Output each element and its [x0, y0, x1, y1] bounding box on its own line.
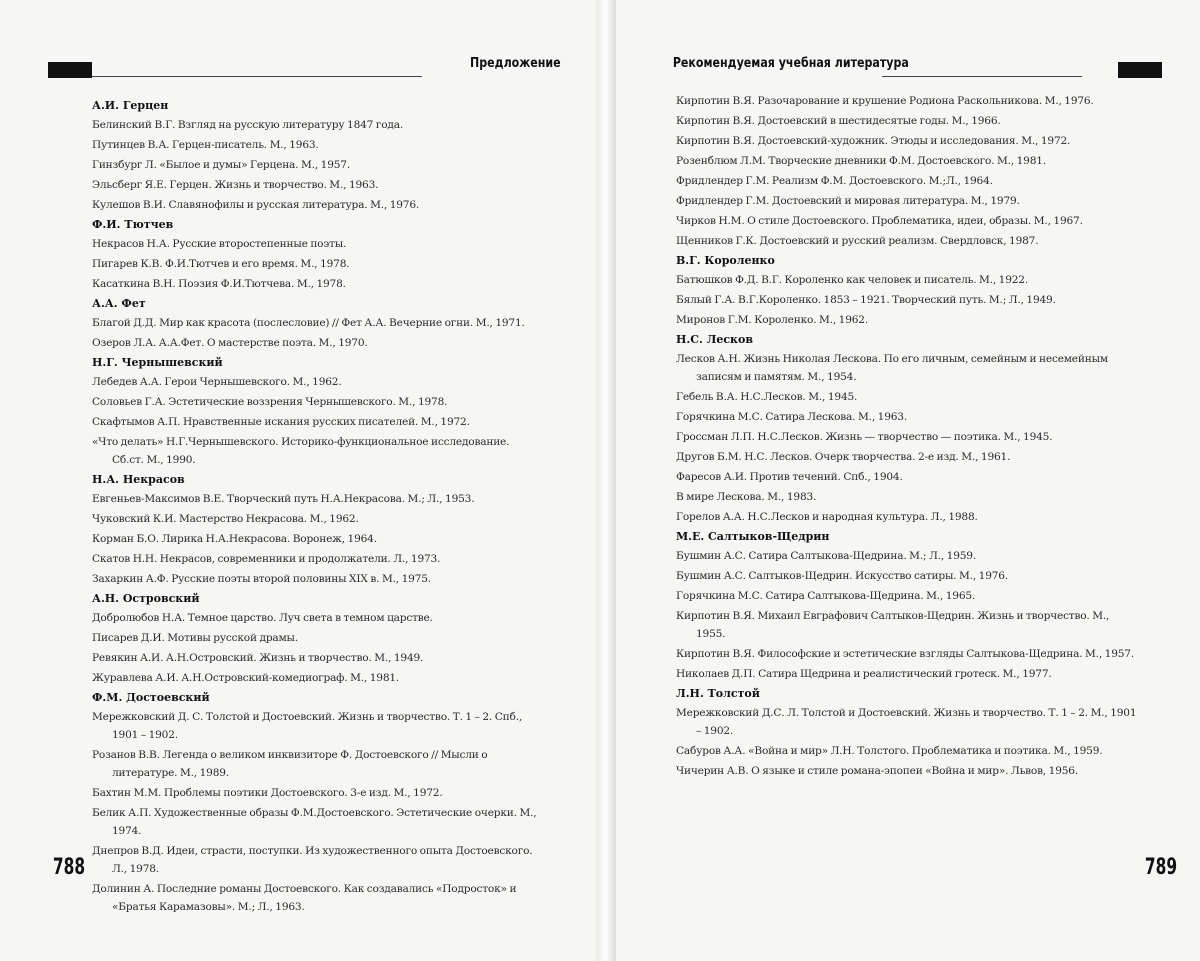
bibliography-entry: В мире Лескова. М., 1983.	[676, 491, 817, 503]
bibliography-entry: Фаресов А.И. Против течений. Спб., 1904.	[676, 471, 903, 483]
bibliography-entry: Захаркин А.Ф. Русские поэты второй половины XIX в. М., 1975.	[92, 573, 431, 585]
bibliography-entry: Николаев Д.П. Сатира Щедрина и реалистический гротеск. М., 1977.	[676, 668, 1052, 680]
author-heading: Ф.И. Тютчев	[92, 218, 174, 231]
bibliography-entry: Касаткина В.Н. Поэзия Ф.И.Тютчева. М., 1978.	[92, 278, 346, 290]
bibliography-entry: Фридлендер Г.М. Реализм Ф.М. Достоевского. М.;Л., 1964.	[676, 175, 993, 187]
bibliography-entry: Пигарев К.В. Ф.И.Тютчев и его время. М., 1978.	[92, 258, 350, 270]
author-heading: Н.А. Некрасов	[92, 473, 185, 486]
bibliography-entry: Горелов А.А. Н.С.Лесков и народная культура. Л., 1988.	[676, 511, 978, 523]
bibliography-entry: Кирпотин В.Я. Достоевский в шестидесятые годы. М., 1966.	[676, 115, 1001, 127]
bibliography-entry: Бялый Г.А. В.Г.Короленко. 1853 – 1921. Творческий путь. М.; Л., 1949.	[676, 294, 1056, 306]
bibliography-entry: Белик А.П. Художественные образы Ф.М.Достоевского. Эстетические очерки. М., 1974.	[92, 807, 537, 837]
author-heading: Н.С. Лесков	[676, 333, 753, 346]
bibliography-entry: Лебедев А.А. Герои Чернышевского. М., 1962.	[92, 376, 342, 388]
bibliography-entry: Мережковский Д.С. Л. Толстой и Достоевский. Жизнь и творчество. Т. 1 – 2. М., 1901 – 1902.	[676, 707, 1137, 737]
bibliography-entry: Розенблюм Л.М. Творческие дневники Ф.М. Достоевского. М., 1981.	[676, 155, 1046, 167]
author-heading: В.Г. Короленко	[676, 254, 775, 267]
bibliography-entry: Чичерин А.В. О языке и стиле романа-эпопеи «Война и мир». Львов, 1956.	[676, 765, 1079, 777]
bibliography-entry: Кирпотин В.Я. Разочарование и крушение Родиона Раскольникова. М., 1976.	[676, 95, 1094, 107]
author-heading: А.Н. Островский	[92, 592, 200, 605]
bibliography-entry: Батюшков Ф.Д. В.Г. Короленко как человек и писатель. М., 1922.	[676, 274, 1029, 286]
bibliography-entry: Кирпотин В.Я. Михаил Евграфович Салтыков-Щедрин. Жизнь и творчество. М., 1955.	[676, 610, 1110, 640]
bibliography-entry: Мережковский Д. С. Толстой и Достоевский. Жизнь и творчество. Т. 1 – 2. Спб., 1901 – 1902.	[92, 711, 523, 741]
header-rule-left	[92, 76, 422, 77]
bibliography-entry: Другов Б.М. Н.С. Лесков. Очерк творчества. 2-е изд. М., 1961.	[676, 451, 1011, 463]
bibliography-entry: Евгеньев-Максимов В.Е. Творческий путь Н.А.Некрасова. М.; Л., 1953.	[92, 493, 475, 505]
bibliography-entry: Горячкина М.С. Сатира Салтыкова-Щедрина. М., 1965.	[676, 590, 976, 602]
bibliography-entry: Скафтымов А.П. Нравственные искания русских писателей. М., 1972.	[92, 416, 470, 428]
bibliography-entry: Кирпотин В.Я. Философские и эстетические взгляды Салтыкова-Щедрина. М., 1957.	[676, 648, 1135, 660]
bibliography-entry: Бушмин А.С. Салтыков-Щедрин. Искусство сатиры. М., 1976.	[676, 570, 1008, 582]
right-page-number: 789	[1144, 855, 1178, 880]
bibliography-entry: Долинин А. Последние романы Достоевского. Как создавались «Подросток» и «Братья Карамазовы». М.; Л., 1963.	[92, 883, 517, 913]
bibliography-entry: Гебель В.А. Н.С.Лесков. М., 1945.	[676, 391, 858, 403]
bibliography-entry: Соловьев Г.А. Эстетические воззрения Чернышевского. М., 1978.	[92, 396, 448, 408]
book-spine	[596, 0, 616, 961]
bibliography-entry: Гроссман Л.П. Н.С.Лесков. Жизнь — творчество — поэтика. М., 1945.	[676, 431, 1053, 443]
bibliography-entry: Благой Д.Д. Мир как красота (послесловие) // Фет А.А. Вечерние огни. М., 1971.	[92, 317, 525, 329]
bibliography-entry: Розанов В.В. Легенда о великом инквизиторе Ф. Достоевского // Мысли о литературе. М., 1989.	[92, 749, 488, 779]
bibliography-entry: Гинзбург Л. «Былое и думы» Герцена. М., 1957.	[92, 159, 350, 171]
author-heading: Н.Г. Чернышевский	[92, 356, 223, 369]
right-bibliography-list	[676, 92, 1138, 782]
bibliography-entry: Бушмин А.С. Сатира Салтыкова-Щедрина. М.; Л., 1959.	[676, 550, 976, 562]
author-heading: А.И. Герцен	[92, 99, 169, 112]
bibliography-entry: Некрасов Н.А. Русские второстепенные поэты.	[92, 238, 347, 250]
bibliography-entry: Писарев Д.И. Мотивы русской драмы.	[92, 632, 298, 644]
bibliography-entry: Кирпотин В.Я. Достоевский-художник. Этюды и исследования. М., 1972.	[676, 135, 1071, 147]
author-heading: А.А. Фет	[92, 297, 146, 310]
right-header-title: Рекомендуемая учебная литература	[672, 56, 909, 71]
bibliography-entry: Путинцев В.А. Герцен-писатель. М., 1963.	[92, 139, 319, 151]
bibliography-entry: Днепров В.Д. Идеи, страсти, поступки. Из художественного опыта Достоевского. Л., 1978.	[92, 845, 533, 875]
bibliography-entry: Горячкина М.С. Сатира Лескова. М., 1963.	[676, 411, 907, 423]
author-heading: Ф.М. Достоевский	[92, 691, 210, 704]
bibliography-entry: Миронов Г.М. Короленко. М., 1962.	[676, 314, 869, 326]
bibliography-entry: Кулешов В.И. Славянофилы и русская литература. М., 1976.	[92, 199, 420, 211]
bibliography-entry: Скатов Н.Н. Некрасов, современники и продолжатели. Л., 1973.	[92, 553, 441, 565]
bibliography-entry: Озеров Л.А. А.А.Фет. О мастерстве поэта. М., 1970.	[92, 337, 368, 349]
header-bar-right	[1118, 62, 1162, 78]
bibliography-entry: Лесков А.Н. Жизнь Николая Лескова. По его личным, семейным и несемейным записям и памятям. М., 1954.	[676, 353, 1108, 383]
bibliography-entry: Белинский В.Г. Взгляд на русскую литературу 1847 года.	[92, 119, 403, 131]
author-heading: М.Е. Салтыков-Щедрин	[676, 530, 830, 543]
header-rule-right	[882, 76, 1082, 77]
bibliography-entry: Щенников Г.К. Достоевский и русский реализм. Свердловск, 1987.	[676, 235, 1039, 247]
left-bibliography-list	[92, 95, 540, 918]
left-header-title: Предложение	[469, 56, 561, 71]
bibliography-entry: Сабуров А.А. «Война и мир» Л.Н. Толстого. Проблематика и поэтика. М., 1959.	[676, 745, 1103, 757]
bibliography-entry: Эльсберг Я.Е. Герцен. Жизнь и творчество. М., 1963.	[92, 179, 379, 191]
author-heading: Л.Н. Толстой	[676, 687, 760, 700]
bibliography-entry: Бахтин М.М. Проблемы поэтики Достоевского. 3-е изд. М., 1972.	[92, 787, 443, 799]
left-page-number: 788	[52, 855, 86, 880]
bibliography-entry: Чирков Н.М. О стиле Достоевского. Проблематика, идеи, образы. М., 1967.	[676, 215, 1083, 227]
bibliography-entry: Чуковский К.И. Мастерство Некрасова. М., 1962.	[92, 513, 359, 525]
right-page	[612, 0, 1200, 961]
bibliography-entry: Журавлева А.И. А.Н.Островский-комедиограф. М., 1981.	[92, 672, 400, 684]
bibliography-entry: Добролюбов Н.А. Темное царство. Луч света в темном царстве.	[92, 612, 433, 624]
header-bar-left	[48, 62, 92, 78]
bibliography-entry: Фридлендер Г.М. Достоевский и мировая литература. М., 1979.	[676, 195, 1020, 207]
bibliography-entry: «Что делать» Н.Г.Чернышевского. Историко-функциональное исследование. Сб.ст. М., 1990.	[92, 436, 510, 466]
bibliography-entry: Корман Б.О. Лирика Н.А.Некрасова. Воронеж, 1964.	[92, 533, 377, 545]
bibliography-entry: Ревякин А.И. А.Н.Островский. Жизнь и творчество. М., 1949.	[92, 652, 424, 664]
